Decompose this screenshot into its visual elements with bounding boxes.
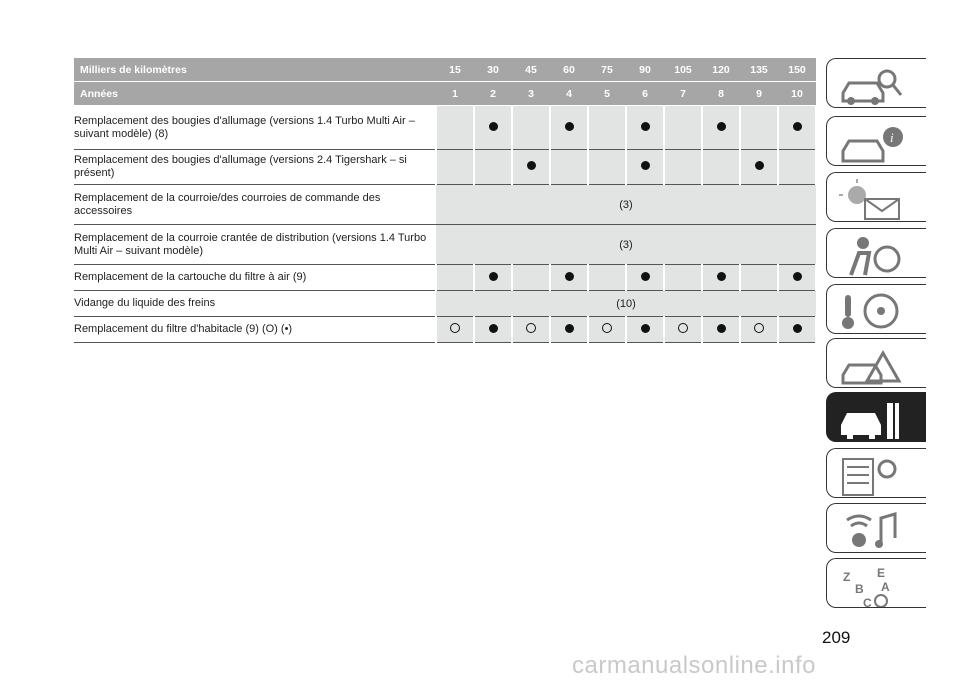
car-info-icon <box>837 121 907 165</box>
span-cell: (3) <box>436 185 816 225</box>
filled-dot-icon <box>489 324 498 333</box>
table-row <box>74 185 816 225</box>
schedule-cell <box>474 317 512 343</box>
svg-text:B: B <box>855 582 864 596</box>
schedule-cell <box>436 106 474 150</box>
car-emergency-icon <box>837 343 907 387</box>
km-header-cell: 150 <box>778 58 816 82</box>
schedule-cell <box>740 317 778 343</box>
schedule-cell <box>778 265 816 291</box>
schedule-cell <box>702 106 740 150</box>
schedule-cell <box>626 106 664 150</box>
schedule-cell <box>626 265 664 291</box>
filled-dot-icon <box>717 324 726 333</box>
schedule-cell <box>512 265 550 291</box>
km-header-cell: 90 <box>626 58 664 82</box>
svg-text:C: C <box>863 596 872 607</box>
page-number: 209 <box>822 628 851 647</box>
hollow-circle-icon <box>526 323 536 333</box>
filled-dot-icon <box>489 122 498 131</box>
schedule-cell <box>778 106 816 150</box>
schedule-cell <box>740 265 778 291</box>
schedule-cell <box>588 150 626 185</box>
hollow-circle-icon <box>602 323 612 333</box>
years-header-cell: 9 <box>740 82 778 106</box>
svg-text:Z: Z <box>843 570 851 584</box>
km-header-cell: 105 <box>664 58 702 82</box>
schedule-cell <box>664 317 702 343</box>
table-row <box>74 106 816 150</box>
sidebar-tab[interactable] <box>826 338 926 388</box>
filled-dot-icon <box>565 324 574 333</box>
filled-dot-icon <box>641 324 650 333</box>
schedule-cell <box>664 150 702 185</box>
schedule-cell <box>512 106 550 150</box>
schedule-cell <box>664 265 702 291</box>
alphabetical-index-icon <box>837 563 907 607</box>
schedule-cell <box>626 317 664 343</box>
car-maintenance-icon <box>837 397 907 441</box>
svg-text:E: E <box>877 566 886 580</box>
km-header-cell: 60 <box>550 58 588 82</box>
sidebar-tab[interactable] <box>826 172 926 222</box>
sidebar-tab[interactable] <box>826 392 926 442</box>
sidebar-tab[interactable] <box>826 558 926 608</box>
table-body <box>74 106 816 343</box>
schedule-cell <box>474 265 512 291</box>
sidebar-tab[interactable] <box>826 503 926 553</box>
filled-dot-icon <box>489 272 498 281</box>
filled-dot-icon <box>641 122 650 131</box>
schedule-cell <box>778 150 816 185</box>
schedule-cell <box>664 106 702 150</box>
schedule-cell <box>588 106 626 150</box>
airbag-seatbelt-icon <box>837 233 907 277</box>
schedule-cell <box>740 106 778 150</box>
km-header-label: Milliers de kilomètres <box>74 58 436 82</box>
schedule-cell <box>550 106 588 150</box>
schedule-cell <box>474 150 512 185</box>
filled-dot-icon <box>641 272 650 281</box>
filled-dot-icon <box>793 122 802 131</box>
sidebar-tab[interactable] <box>826 116 926 166</box>
schedule-cell <box>436 150 474 185</box>
row-label: Remplacement des bougies d'allumage (versions 1.4 Turbo Multi Air – suivant modèle) (8) <box>74 106 436 150</box>
schedule-cell <box>778 317 816 343</box>
maintenance-schedule-table <box>74 58 817 343</box>
sidebar-tab[interactable] <box>826 284 926 334</box>
filled-dot-icon <box>527 161 536 170</box>
km-header-cell: 30 <box>474 58 512 82</box>
multimedia-icon <box>837 508 907 552</box>
sidebar-tab[interactable] <box>826 228 926 278</box>
years-header-cell: 6 <box>626 82 664 106</box>
schedule-cell <box>550 265 588 291</box>
row-label: Remplacement des bougies d'allumage (versions 2.4 Tigershark – si présent) <box>74 150 436 185</box>
watermark: carmanualsonline.info <box>572 652 816 679</box>
years-header-cell: 8 <box>702 82 740 106</box>
table-row <box>74 150 816 185</box>
warning-light-message-icon <box>837 177 907 221</box>
hollow-circle-icon <box>754 323 764 333</box>
filled-dot-icon <box>755 161 764 170</box>
table-row <box>74 265 816 291</box>
specifications-gear-icon <box>837 453 907 497</box>
chapter-sidebar <box>826 0 960 683</box>
filled-dot-icon <box>717 122 726 131</box>
schedule-cell <box>702 265 740 291</box>
schedule-cell <box>436 317 474 343</box>
filled-dot-icon <box>565 122 574 131</box>
sidebar-tab[interactable] <box>826 448 926 498</box>
years-header-cell: 4 <box>550 82 588 106</box>
years-header-cell: 2 <box>474 82 512 106</box>
schedule-cell <box>702 150 740 185</box>
schedule-cell <box>626 150 664 185</box>
key-steering-wheel-icon <box>837 289 907 333</box>
years-header-cell: 1 <box>436 82 474 106</box>
schedule-cell <box>512 150 550 185</box>
schedule-cell <box>550 317 588 343</box>
table-row <box>74 291 816 317</box>
schedule-cell <box>512 317 550 343</box>
car-search-icon <box>837 63 907 107</box>
schedule-cell <box>588 317 626 343</box>
schedule-cell <box>436 265 474 291</box>
hollow-circle-icon <box>678 323 688 333</box>
filled-dot-icon <box>793 324 802 333</box>
km-header-row <box>74 58 816 82</box>
km-header-cell: 75 <box>588 58 626 82</box>
table-row <box>74 225 816 265</box>
filled-dot-icon <box>717 272 726 281</box>
row-label: Remplacement de la courroie/des courroies de commande des accessoires <box>74 185 436 225</box>
schedule-cell <box>588 265 626 291</box>
schedule-cell <box>474 106 512 150</box>
km-header-cell: 135 <box>740 58 778 82</box>
schedule-cell <box>550 150 588 185</box>
filled-dot-icon <box>641 161 650 170</box>
sidebar-tab[interactable] <box>826 58 926 108</box>
years-header-row <box>74 82 816 106</box>
row-label: Vidange du liquide des freins <box>74 291 436 317</box>
span-cell: (10) <box>436 291 816 317</box>
km-header-cell: 45 <box>512 58 550 82</box>
filled-dot-icon <box>793 272 802 281</box>
schedule-cell <box>702 317 740 343</box>
span-cell: (3) <box>436 225 816 265</box>
row-label: Remplacement de la courroie crantée de distribution (versions 1.4 Turbo Multi Air – suivant modèle) <box>74 225 436 265</box>
km-header-cell: 15 <box>436 58 474 82</box>
years-header-cell: 3 <box>512 82 550 106</box>
years-header-cell: 10 <box>778 82 816 106</box>
svg-text:A: A <box>881 580 890 594</box>
filled-dot-icon <box>565 272 574 281</box>
years-header-cell: 5 <box>588 82 626 106</box>
km-header-cell: 120 <box>702 58 740 82</box>
svg-text:i: i <box>890 130 894 145</box>
years-header-cell: 7 <box>664 82 702 106</box>
row-label: Remplacement du filtre d'habitacle (9) (O) (•) <box>74 317 436 343</box>
years-header-label: Années <box>74 82 436 106</box>
row-label: Remplacement de la cartouche du filtre à air (9) <box>74 265 436 291</box>
hollow-circle-icon <box>450 323 460 333</box>
table-row <box>74 317 816 343</box>
schedule-cell <box>740 150 778 185</box>
